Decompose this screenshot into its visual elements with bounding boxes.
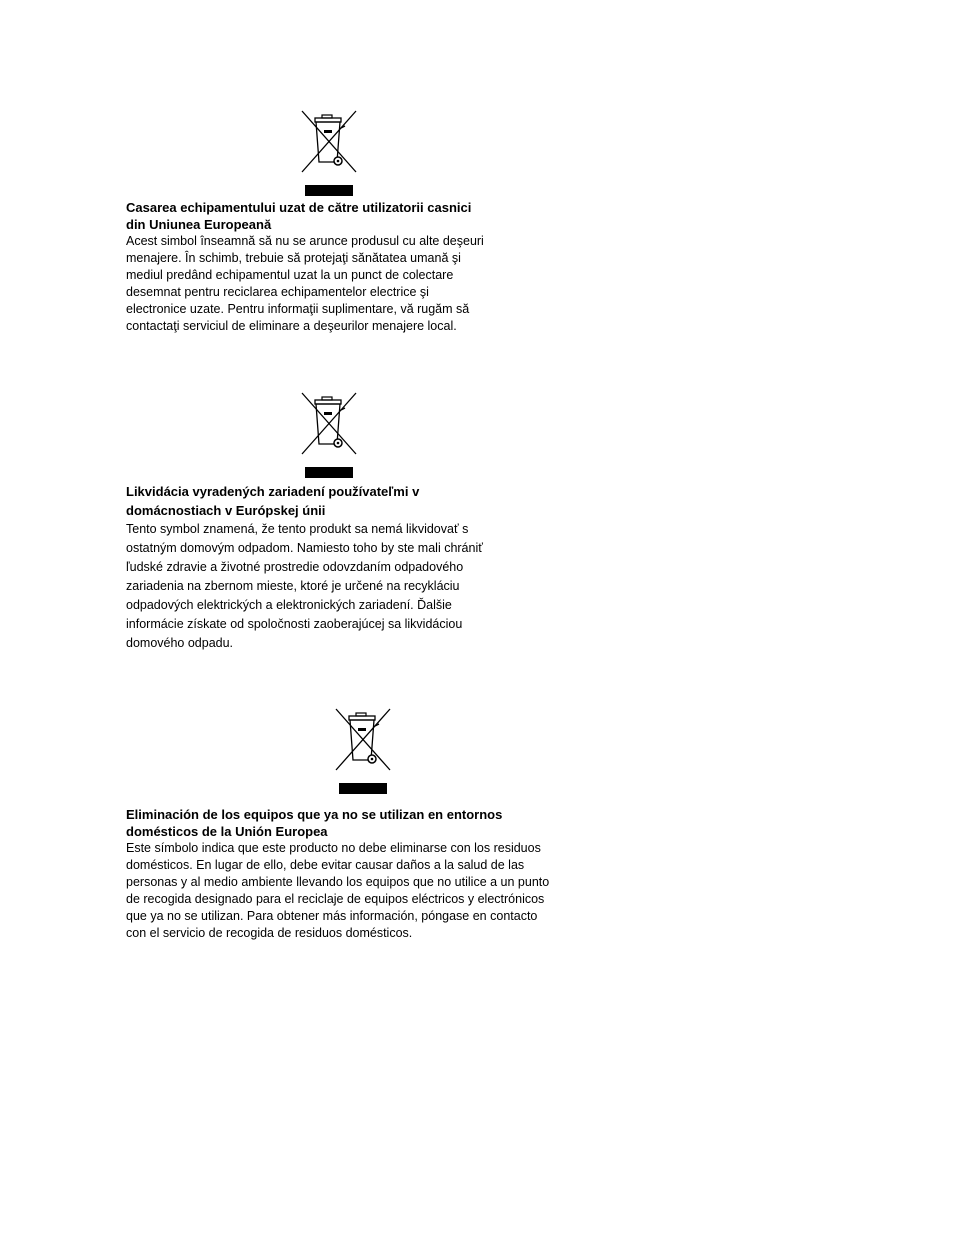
section-heading: Eliminación de los equipos que ya no se utilizan en entornos domésticos de la Unión Europea xyxy=(126,807,503,839)
section-spanish xyxy=(126,806,549,942)
section-body: Tento symbol znamená, že tento produkt sa nemá likvidovať s ostatným domovým odpadom. Namiesto toho by ste mali chrániť ľudské zdravie a životné prostredie odovzdaním odpadového zariadenia na zbernom mieste, ktoré je určené na recykláciu odpadových elektrických a elektronických zariadení. Ďalšie informácie získate od spoločnosti zaoberajúcej sa likvidáciou domového odpadu. xyxy=(126,522,483,650)
weee-symbol xyxy=(297,390,367,480)
section-heading: Casarea echipamentului uzat de către utilizatorii casnici din Uniunea Europeană xyxy=(126,200,472,232)
section-body: Acest simbol înseamnă să nu se arunce produsul cu alte deşeuri menajere. În schimb, trebuie să protejaţi sănătatea umană şi mediul predând echipamentul uzat la un punct de colectare desemnat pentru reciclarea echipamentelor electrice şi electronice uzate. Pentru informaţii suplimentare, vă rugăm să contactaţi serviciul de eliminare a deşeurilor menajere local. xyxy=(126,234,484,333)
crossed-out-wheelie-bin-icon xyxy=(297,108,359,198)
crossed-out-wheelie-bin-icon xyxy=(297,390,359,480)
section-body: Este símbolo indica que este producto no debe eliminarse con los residuos domésticos. En lugar de ello, debe evitar causar daños a la salud de las personas y al medio ambiente llevando los equipos que no utilice a un punto de recogida designado para el reciclaje de equipos eléctricos y electrónicos que ya no se utilizan. Para obtener más información, póngase en contacto con el servicio de recogida de residuos domésticos. xyxy=(126,841,550,940)
crossed-out-wheelie-bin-icon xyxy=(331,706,393,796)
weee-symbol xyxy=(331,706,401,796)
section-romanian xyxy=(126,199,484,335)
section-slovak xyxy=(126,482,483,653)
section-heading: Likvidácia vyradených zariadení používateľmi v domácnostiach v Európskej únii xyxy=(126,484,420,518)
weee-symbol xyxy=(297,108,367,198)
